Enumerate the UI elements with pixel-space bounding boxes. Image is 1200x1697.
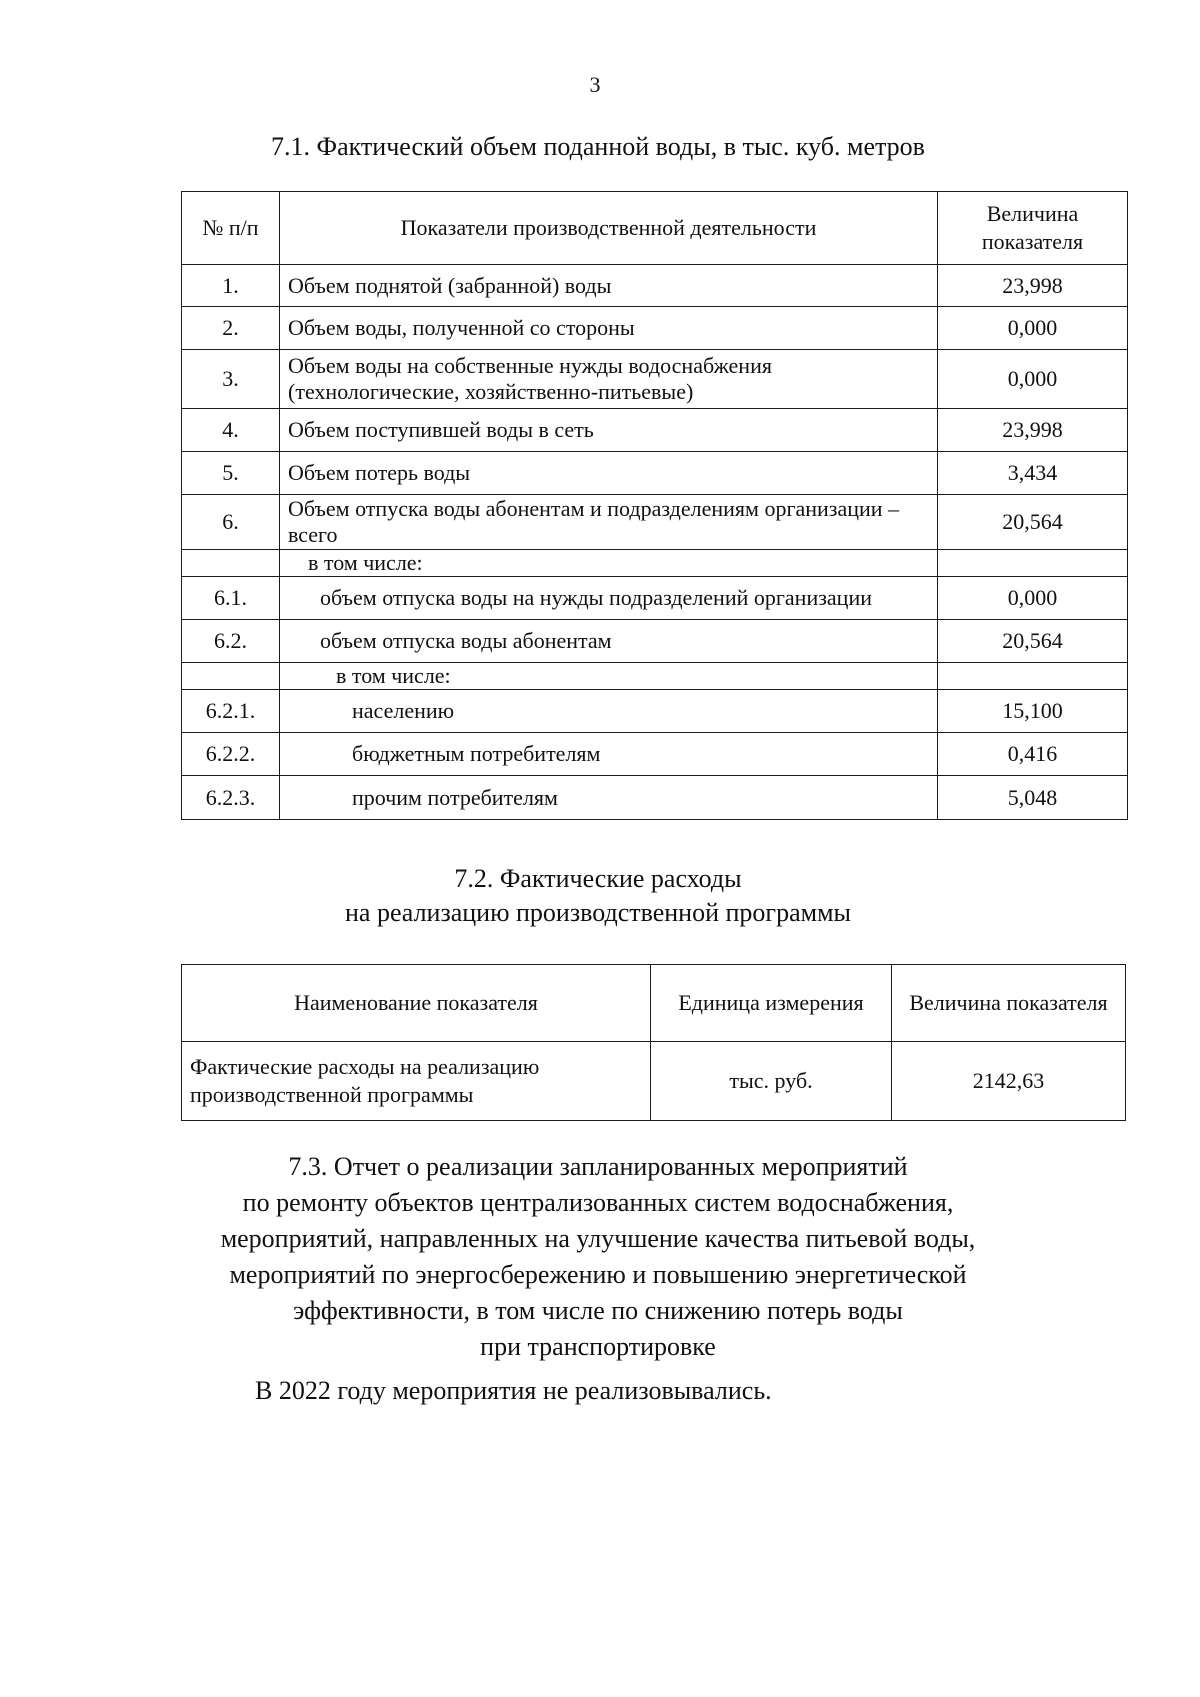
table-row: [182, 307, 1128, 350]
row-value: 20,564: [938, 495, 1128, 550]
table-row: [182, 690, 1128, 733]
row-num: 6.1.: [182, 577, 280, 620]
table-row: [182, 265, 1128, 307]
water-volume-table: [181, 191, 1128, 820]
row-value: 0,000: [938, 350, 1128, 409]
header-value: Величина показателя: [938, 192, 1128, 265]
table-row: [182, 577, 1128, 620]
table-row: [182, 350, 1128, 409]
header-unit: Единица измерения: [651, 965, 892, 1042]
table-row: [182, 663, 1128, 690]
row-name: населению: [280, 690, 938, 733]
row-value: 2142,63: [892, 1042, 1126, 1121]
row-value: [938, 663, 1128, 690]
row-num: 6.: [182, 495, 280, 550]
section-7-3-title-line5: эффективности, в том числе по снижению потерь воды: [293, 1296, 903, 1325]
row-name: Объем потерь воды: [280, 452, 938, 495]
header-value: Величина показателя: [892, 965, 1126, 1042]
row-value: 3,434: [938, 452, 1128, 495]
row-num: 1.: [182, 265, 280, 307]
section-7-2-title-line2: на реализацию производственной программы: [344, 898, 851, 927]
row-name: объем отпуска воды на нужды подразделений организации: [280, 577, 938, 620]
row-name: в том числе:: [280, 550, 938, 577]
header-indicator: Показатели производственной деятельности: [280, 192, 938, 265]
table-row: [182, 620, 1128, 663]
row-num: 6.2.1.: [182, 690, 280, 733]
row-value: 0,416: [938, 733, 1128, 776]
row-name: Объем отпуска воды абонентам и подразделениям организации – всего: [280, 495, 938, 550]
row-num: 6.2.: [182, 620, 280, 663]
row-value: 0,000: [938, 307, 1128, 350]
section-7-3-title-line2: по ремонту объектов централизованных систем водоснабжения,: [242, 1188, 954, 1217]
table-row: [182, 733, 1128, 776]
header-name: Наименование показателя: [182, 965, 651, 1042]
row-num: [182, 663, 280, 690]
row-unit: тыс. руб.: [651, 1042, 892, 1121]
row-name: Объем поступившей воды в сеть: [280, 409, 938, 452]
section-7-3-body: В 2022 году мероприятия не реализовывались.: [255, 1376, 772, 1405]
row-name: Объем воды на собственные нужды водоснабжения (технологические, хозяйственно-питьевые): [280, 350, 938, 409]
row-value: 15,100: [938, 690, 1128, 733]
row-name: объем отпуска воды абонентам: [280, 620, 938, 663]
section-7-3-title-line3: мероприятий, направленных на улучшение качества питьевой воды,: [220, 1224, 976, 1253]
row-name: прочим потребителям: [280, 776, 938, 820]
row-name: бюджетным потребителям: [280, 733, 938, 776]
table-row: [182, 495, 1128, 550]
row-num: 3.: [182, 350, 280, 409]
table-header-row: [182, 192, 1128, 265]
row-value: 23,998: [938, 265, 1128, 307]
row-name: Фактические расходы на реализацию производственной программы: [182, 1042, 651, 1121]
section-7-3-title-line1: 7.3. Отчет о реализации запланированных мероприятий: [288, 1152, 908, 1181]
table-row: [182, 452, 1128, 495]
row-num: 2.: [182, 307, 280, 350]
table-header-row: [182, 965, 1126, 1042]
header-num: № п/п: [182, 192, 280, 265]
row-value: 20,564: [938, 620, 1128, 663]
row-value: 5,048: [938, 776, 1128, 820]
section-7-2-title-line1: 7.2. Фактические расходы: [454, 864, 742, 893]
row-value: 23,998: [938, 409, 1128, 452]
section-7-3-title-line4: мероприятий по энергосбережению и повышению энергетической: [229, 1260, 967, 1289]
page-number: 3: [589, 72, 601, 97]
expenses-table: [181, 964, 1126, 1121]
table-row: [182, 550, 1128, 577]
row-num: 6.2.3.: [182, 776, 280, 820]
row-name: Объем воды, полученной со стороны: [280, 307, 938, 350]
row-num: 6.2.2.: [182, 733, 280, 776]
table-row: [182, 409, 1128, 452]
row-num: 5.: [182, 452, 280, 495]
row-num: 4.: [182, 409, 280, 452]
section-7-1-title: 7.1. Фактический объем поданной воды, в тыс. куб. метров: [271, 132, 925, 161]
table-row: [182, 776, 1128, 820]
row-value: 0,000: [938, 577, 1128, 620]
row-name: Объем поднятой (забранной) воды: [280, 265, 938, 307]
table-row: [182, 1042, 1126, 1121]
row-value: [938, 550, 1128, 577]
row-num: [182, 550, 280, 577]
section-7-3-title-line6: при транспортировке: [480, 1332, 716, 1361]
row-name: в том числе:: [280, 663, 938, 690]
